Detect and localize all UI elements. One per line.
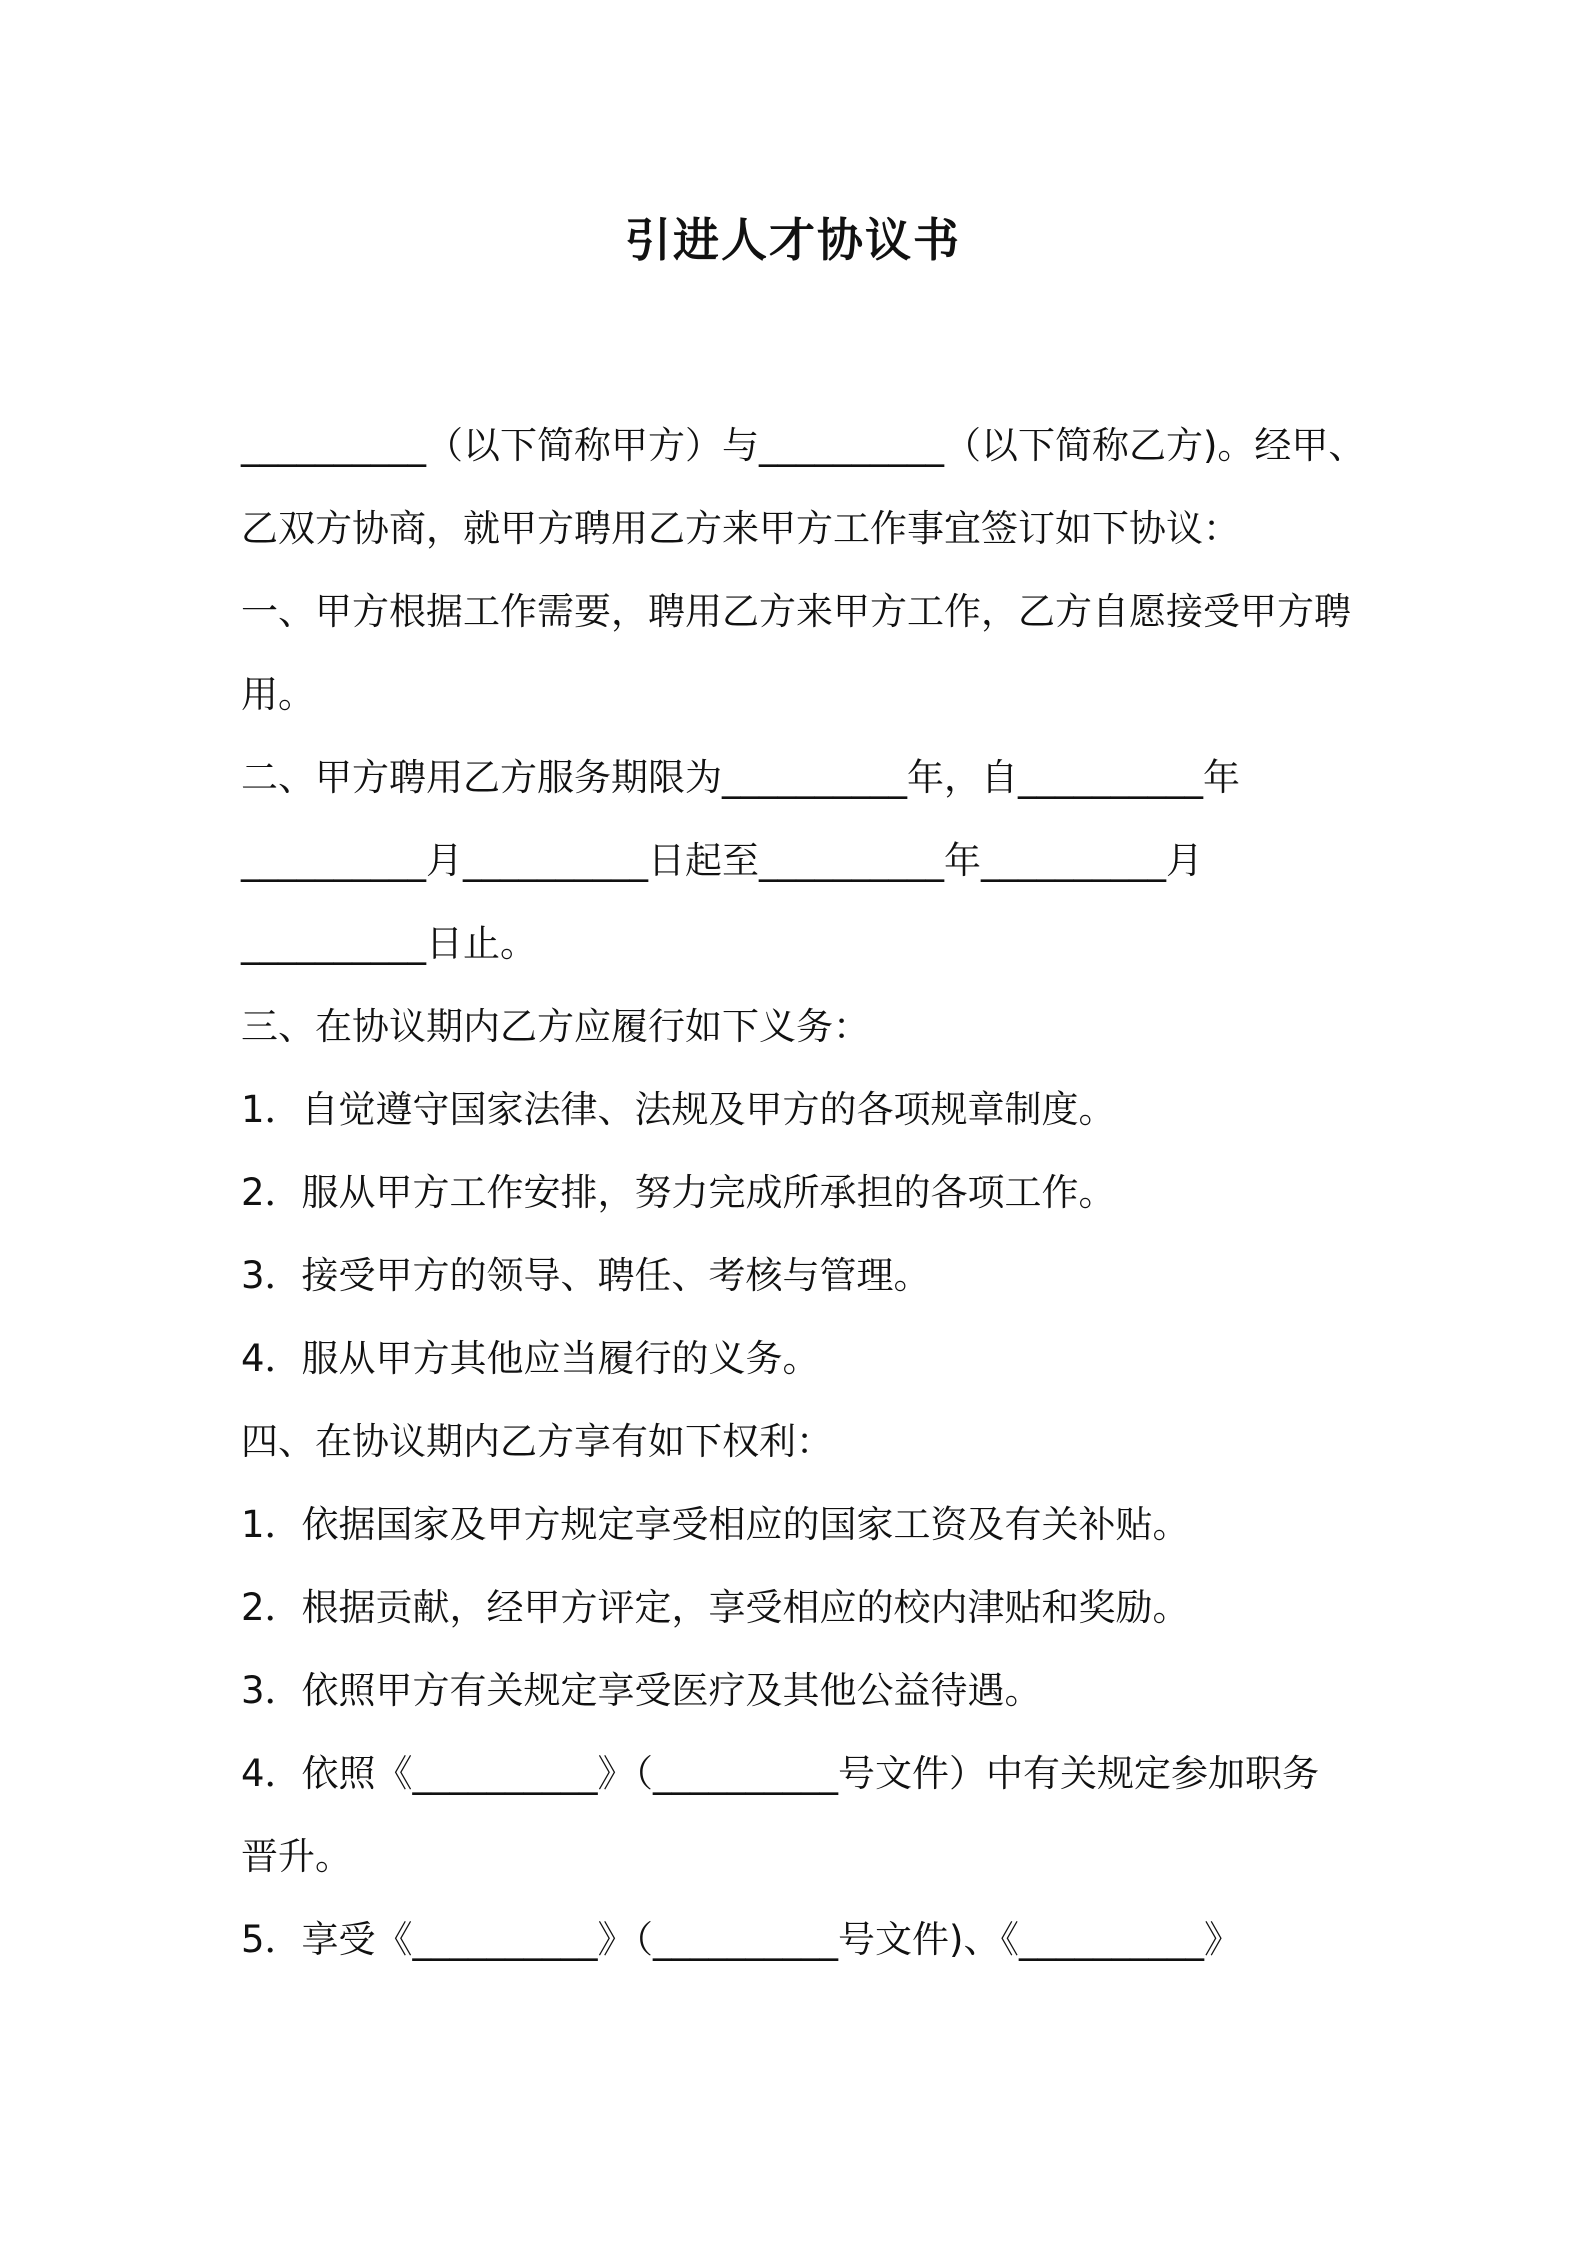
clause-4-item-2: 2．根据贡献，经甲方评定，享受相应的校内津贴和奖励。 [241,1586,1190,1629]
clause-3-item-2: 2．服从甲方工作安排，努力完成所承担的各项工作。 [241,1171,1116,1214]
clause-2-line-end: __________日止。 [241,922,537,965]
clause-4-item-1: 1．依据国家及甲方规定享受相应的国家工资及有关补贴。 [241,1503,1190,1546]
clause-4-item-4-cont: 晋升。 [241,1835,352,1878]
clause-3-item-1: 1．自觉遵守国家法律、法规及甲方的各项规章制度。 [241,1088,1116,1131]
clause-3-item-3: 3．接受甲方的领导、聘任、考核与管理。 [241,1254,931,1297]
clause-1-line-cont: 用。 [241,673,315,716]
clause-3-heading: 三、在协议期内乙方应履行如下义务： [241,1005,870,1048]
clause-2-line-cont: __________月__________日起至__________年__________月 [241,839,1203,882]
clause-3-item-4: 4．服从甲方其他应当履行的义务。 [241,1337,820,1380]
paragraph-line-parties-cont: 乙双方协商，就甲方聘用乙方来甲方工作事宜签订如下协议： [241,507,1240,550]
clause-4-item-3: 3．依照甲方有关规定享受医疗及其他公益待遇。 [241,1669,1042,1712]
clause-1-line: 一、甲方根据工作需要，聘用乙方来甲方工作，乙方自愿接受甲方聘 [241,590,1351,633]
clause-2-line: 二、甲方聘用乙方服务期限为__________年，自__________年 [241,756,1240,799]
document-title: 引进人才协议书 [625,213,961,267]
clause-4-heading: 四、在协议期内乙方享有如下权利： [241,1420,833,1463]
clause-4-item-4: 4．依照《__________》（__________号文件）中有关规定参加职务 [241,1752,1320,1795]
clause-4-item-5: 5．享受《__________》（__________号文件)、《__________》 [241,1918,1241,1961]
paragraph-line-parties: __________（以下简称甲方）与__________（以下简称乙方)。经甲、 [241,424,1366,467]
document-body [241,404,1371,1981]
